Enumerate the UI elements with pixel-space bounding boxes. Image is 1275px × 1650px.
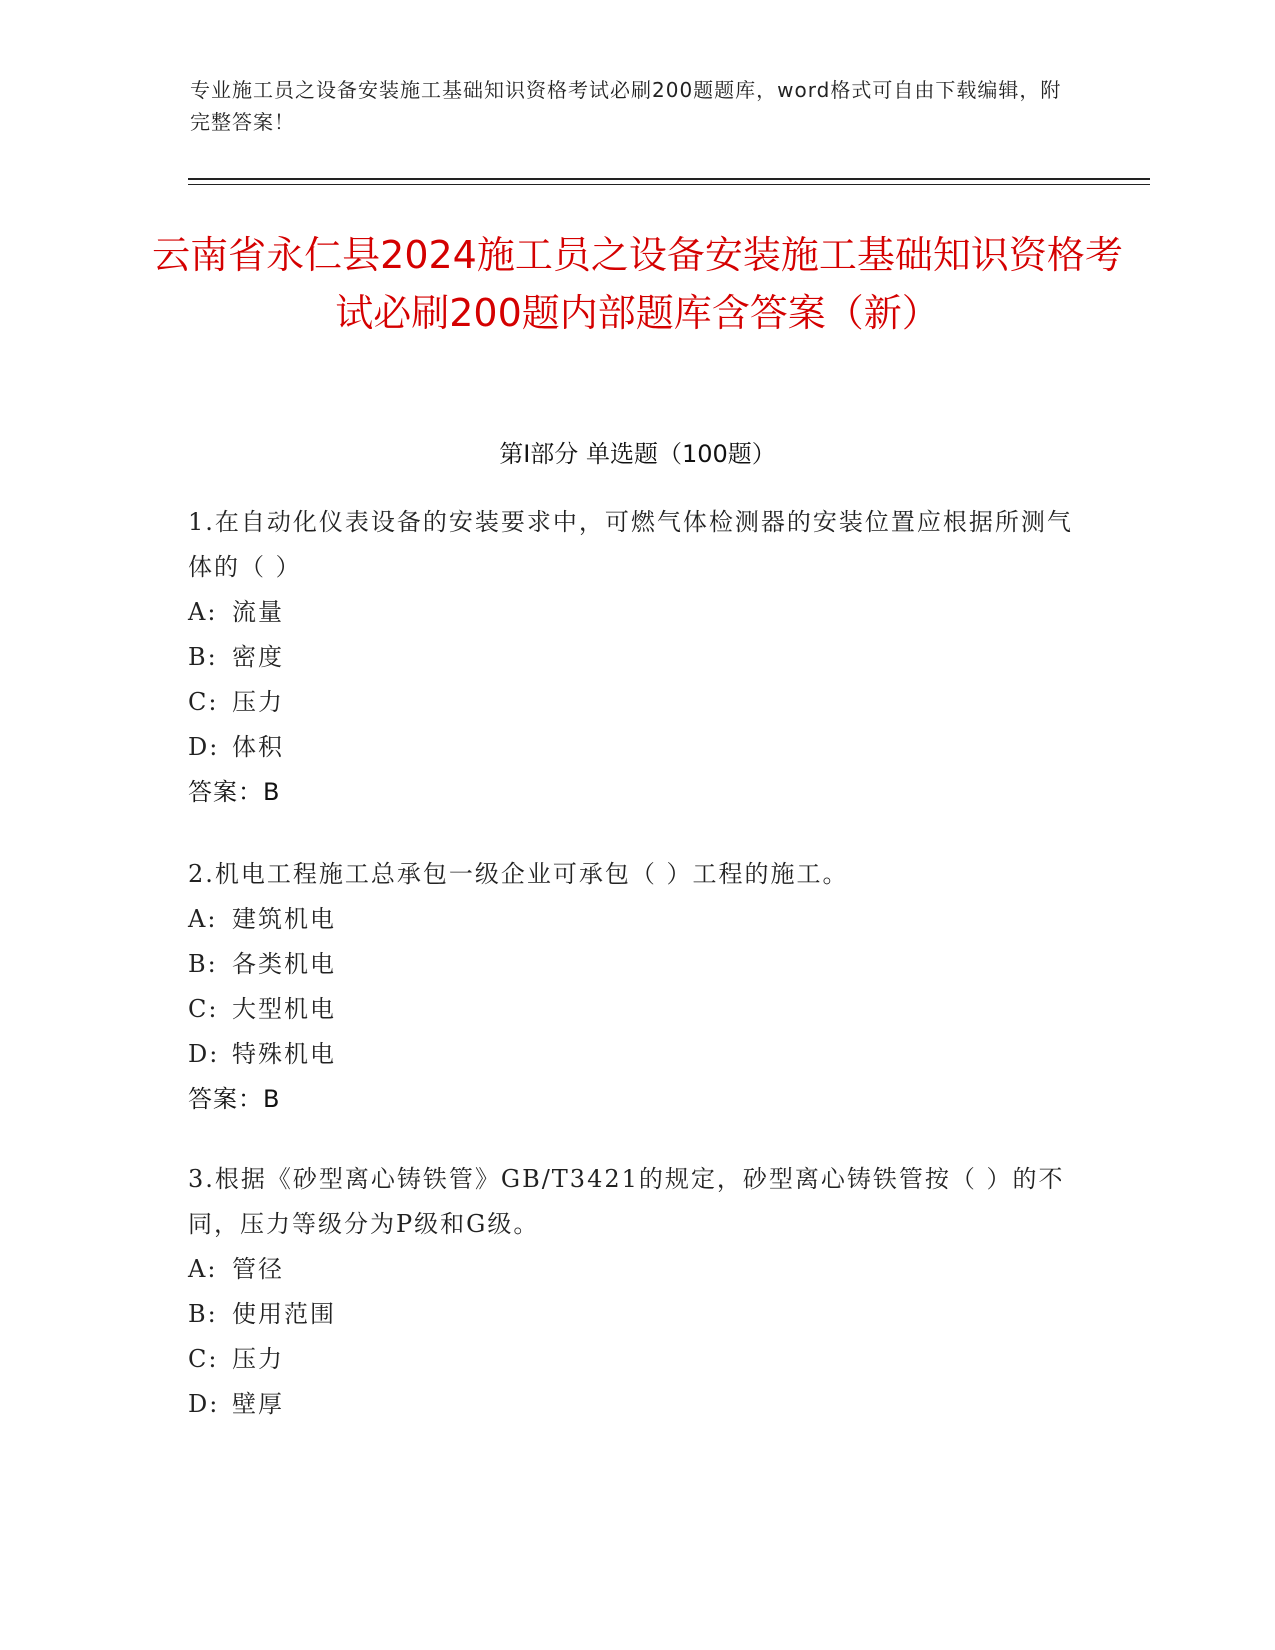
option-b xyxy=(188,635,1078,680)
option-key: D: xyxy=(188,1390,220,1418)
option-text: 使用范围 xyxy=(232,1300,336,1328)
option-key: C: xyxy=(188,995,219,1023)
answer-line: 答案：B xyxy=(188,1085,281,1113)
option-text: 密度 xyxy=(232,643,284,671)
option-key: C: xyxy=(188,688,219,716)
option-a xyxy=(188,590,1078,635)
section-heading: 第I部分 单选题（100题） xyxy=(499,440,776,468)
option-c xyxy=(188,1337,1078,1382)
option-key: B: xyxy=(188,643,218,671)
option-b xyxy=(188,1292,1078,1337)
option-key: A: xyxy=(188,1255,218,1283)
header-rule-thin xyxy=(188,184,1150,185)
question-stem: 2.机电工程施工总承包一级企业可承包（ ）工程的施工。 xyxy=(188,860,849,888)
option-d xyxy=(188,1032,1078,1077)
option-d xyxy=(188,1382,1078,1427)
option-text: 压力 xyxy=(232,1345,284,1373)
option-key: A: xyxy=(188,598,218,626)
answer-line: 答案：B xyxy=(188,778,281,806)
option-a xyxy=(188,897,1078,942)
option-d xyxy=(188,725,1078,770)
option-c xyxy=(188,680,1078,725)
option-text: 管径 xyxy=(232,1255,284,1283)
option-text: 流量 xyxy=(232,598,284,626)
option-a xyxy=(188,1247,1078,1292)
question-stem: 3.根据《砂型离心铸铁管》GB/T3421的规定，砂型离心铸铁管按（ ）的不同，压力等级分为P级和G级。 xyxy=(188,1165,1065,1238)
option-text: 特殊机电 xyxy=(232,1040,336,1068)
option-b xyxy=(188,942,1078,987)
option-text: 体积 xyxy=(232,733,284,761)
option-key: D: xyxy=(188,1040,220,1068)
question-2 xyxy=(188,852,1078,1122)
header-note: 专业施工员之设备安装施工基础知识资格考试必刷200题题库，word格式可自由下载编辑，附完整答案！ xyxy=(190,78,1062,134)
question-stem: 1.在自动化仪表设备的安装要求中，可燃气体检测器的安装位置应根据所测气体的（ ） xyxy=(188,508,1073,581)
question-3 xyxy=(188,1157,1078,1427)
question-1 xyxy=(188,500,1078,815)
document-title: 云南省永仁县2024施工员之设备安装施工基础知识资格考试必刷200题内部题库含答案（新） xyxy=(152,233,1123,335)
option-text: 压力 xyxy=(232,688,284,716)
option-text: 壁厚 xyxy=(232,1390,284,1418)
option-key: D: xyxy=(188,733,220,761)
option-text: 建筑机电 xyxy=(232,905,336,933)
option-key: B: xyxy=(188,950,218,978)
option-key: A: xyxy=(188,905,218,933)
header-rule-thick xyxy=(188,178,1150,180)
option-text: 各类机电 xyxy=(232,950,336,978)
option-c xyxy=(188,987,1078,1032)
option-key: C: xyxy=(188,1345,219,1373)
option-key: B: xyxy=(188,1300,218,1328)
option-text: 大型机电 xyxy=(232,995,336,1023)
